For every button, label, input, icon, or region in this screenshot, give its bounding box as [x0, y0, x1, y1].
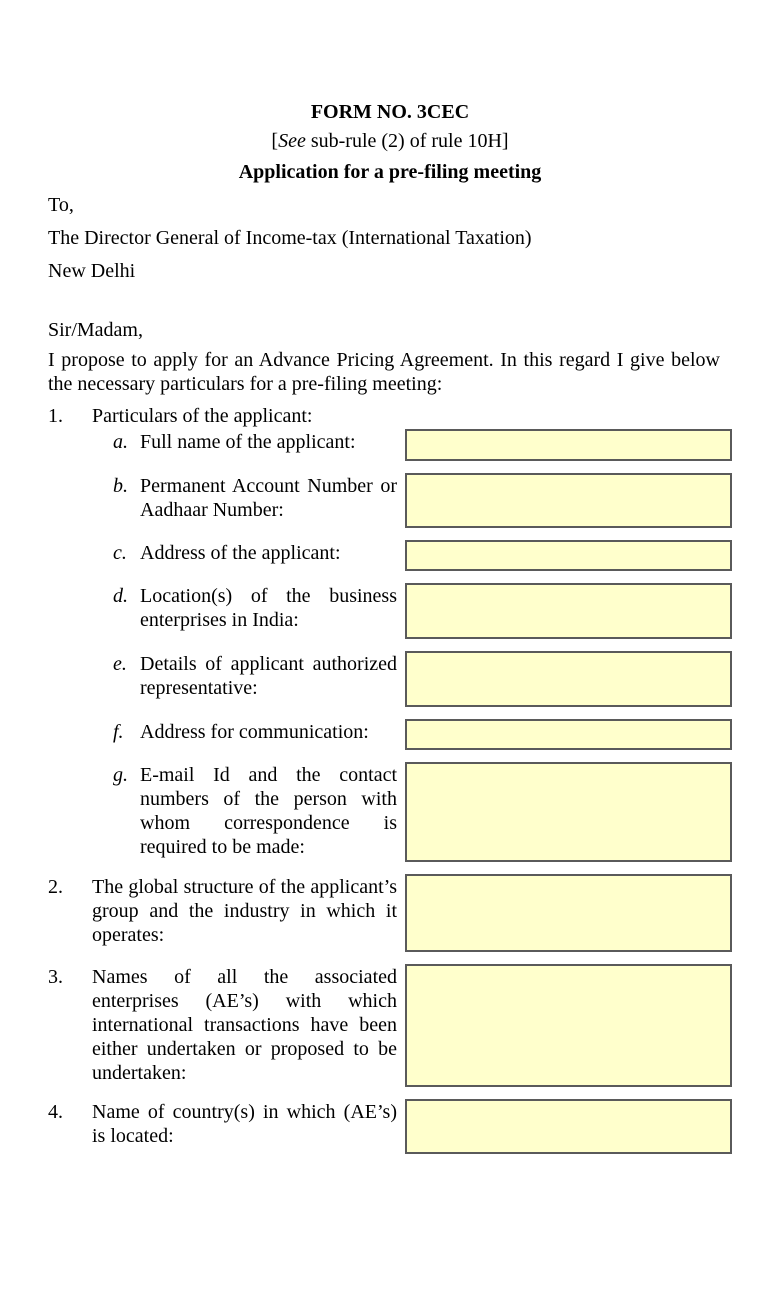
- row-applicant-address: [48, 540, 732, 571]
- label-communication-address: [48, 719, 405, 750]
- label-ae-countries: [48, 1099, 405, 1154]
- row-full-name: [48, 429, 732, 461]
- email-contact-field[interactable]: [405, 762, 732, 862]
- label-business-locations: [48, 583, 405, 639]
- label-full-name: [48, 429, 405, 461]
- field-label: E-mail Id and the contact numbers of the person with whom correspondence is required to be made:: [140, 764, 397, 858]
- authorized-representative-field[interactable]: [405, 651, 732, 707]
- row-authorized-representative: [48, 651, 732, 707]
- field-label: Full name of the applicant:: [140, 431, 356, 453]
- label-applicant-address: [48, 540, 405, 571]
- subitem-letter-a: a.: [113, 431, 128, 453]
- associated-enterprises-field[interactable]: [405, 964, 732, 1087]
- communication-address-field[interactable]: [405, 719, 732, 750]
- label-authorized-representative: [48, 651, 405, 707]
- subtitle-rule-reference: [48, 129, 732, 153]
- label-global-structure: [48, 874, 405, 952]
- section1-heading: Particulars of the applicant:: [92, 405, 313, 427]
- item-number-4: 4.: [48, 1101, 63, 1123]
- row-ae-countries: [48, 1099, 732, 1154]
- field-label: Names of all the associated enterprises (AE’s) with which international transactions have been either undertaken or proposed to be undertaken:: [92, 966, 397, 1084]
- item-number-2: 2.: [48, 876, 63, 898]
- full-name-field[interactable]: [405, 429, 732, 461]
- label-associated-enterprises: [48, 964, 405, 1087]
- subitem-letter-c: c.: [113, 542, 127, 564]
- global-structure-field[interactable]: [405, 874, 732, 952]
- applicant-address-field[interactable]: [405, 540, 732, 571]
- form-number-heading: FORM NO. 3CEC: [310, 101, 470, 123]
- field-label: Location(s) of the business enterprises in India:: [140, 585, 397, 631]
- section1-heading-row: [48, 404, 732, 428]
- row-pan-aadhaar: [48, 473, 732, 528]
- label-email-contact: [48, 762, 405, 862]
- field-label: Address of the applicant:: [140, 542, 341, 564]
- field-label: Details of applicant authorized representative:: [140, 653, 397, 699]
- ae-countries-field[interactable]: [405, 1099, 732, 1154]
- subitem-letter-d: d.: [113, 585, 128, 607]
- subitem-letter-e: e.: [113, 653, 127, 675]
- form-title: Application for a pre-filing meeting: [238, 161, 542, 183]
- item-number-3: 3.: [48, 966, 63, 988]
- salutation: Sir/Madam,: [48, 319, 143, 341]
- label-pan-aadhaar: [48, 473, 405, 528]
- field-label: Address for communication:: [140, 721, 369, 743]
- section1-number: 1.: [48, 405, 63, 427]
- to-line: To,: [48, 194, 74, 216]
- subtitle-open-bracket: [: [271, 130, 279, 152]
- row-communication-address: [48, 719, 732, 750]
- row-associated-enterprises: [48, 964, 732, 1087]
- pan-aadhaar-field[interactable]: [405, 473, 732, 528]
- subitem-letter-g: g.: [113, 764, 128, 786]
- subtitle-rest-text: sub-rule (2) of rule 10H]: [305, 130, 509, 152]
- field-label: Name of country(s) in which (AE’s) is located:: [92, 1101, 397, 1147]
- subtitle-see-word: See: [278, 130, 306, 152]
- row-business-locations: [48, 583, 732, 639]
- row-email-contact: [48, 762, 732, 862]
- subitem-letter-f: f.: [113, 721, 124, 743]
- addressee-city: New Delhi: [48, 260, 136, 282]
- intro-paragraph: I propose to apply for an Advance Pricing Agreement. In this regard I give below the necessary particulars for a pre-filing meeting:: [48, 349, 720, 395]
- subitem-letter-b: b.: [113, 475, 128, 497]
- field-label: Permanent Account Number or Aadhaar Number:: [140, 475, 397, 521]
- field-label: The global structure of the applicant’s group and the industry in which it operates:: [92, 876, 397, 946]
- row-global-structure: [48, 874, 732, 952]
- business-locations-field[interactable]: [405, 583, 732, 639]
- addressee-line: The Director General of Income-tax (International Taxation): [48, 227, 532, 249]
